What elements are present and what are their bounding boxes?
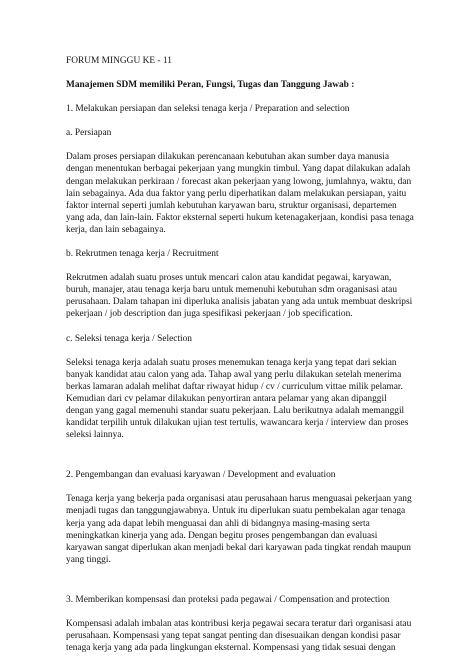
document-subtitle: Manajemen SDM memiliki Peran, Fungsi, Tugas dan Tanggung Jawab :	[66, 80, 355, 91]
section-2-paragraph: Tenaga kerja yang bekerja pada organisasi atau perusahaan harus menguasai pekerjaan yang menjadi tugas dan tanggungjawabnya. Untuk itu diperlukan suatu pembekalan agar tenaga kerja yang ada dapat lebih menguasai dan ahli di bidangnya masing-masing serta meningkatkan kinerja yang ada. Dengan begitu proses pengembangan dan evaluasi karyawan sangat diperlukan akan menjadi bekal dari karyawan pada tingkat rendah maupun yang tinggi.	[66, 494, 412, 565]
section-spacer	[66, 578, 416, 594]
subsection-a-paragraph: Dalam proses persiapan dilakukan perencanaan kebutuhan akan sumber daya manusia dengan menentukan berbagai pekerjaan yang mungkin timbul. Yang dapat dilakukan adalah dengan melakukan perkiraan / forecast akan pekerjaan yang lowong, jumlahnya, waktu, dan lain sebagainya. Ada dua faktor yang perlu diperhatikan dalam melakukan persiapan, yaitu faktor internal seperti jumlah kebutuhan karyawan baru, struktur organisasi, departemen yang ada, dan lain-lain. Faktor eksternal seperti hukum ketenagakerjaan, kondisi pasa tenaga kerja, dan lain sebagainya.	[66, 152, 414, 235]
section-3-paragraph: Kompensasi adalah imbalan atas kontribusi kerja pegawai secara teratur dari organisasi atau perusahaan. Kompensasi yang tepat sangat penting dan disesuaikan dengan kondisi pasar tenaga kerja yang ada pada lingkungan eksternal. Kompensasi yang tidak sesuai dengan	[66, 619, 412, 654]
subsection-b-paragraph: Rekrutmen adalah suatu proses untuk mencari calon atau kandidat pegawai, karyawan, buruh, manajer, atau tenaga kerja baru untuk memenuhi kebutuhan sdm oraganisasi atau perusahaan. Dalam tahapan ini diperluka analisis jabatan yang ada untuk membuat deskripsi pekerjaan / job description dan juga spesifikasi pekerjaan / job specification.	[66, 273, 413, 320]
document-page	[66, 55, 416, 666]
section-1-heading: 1. Melakukan persiapan dan seleksi tenaga kerja / Preparation and selection	[66, 104, 350, 115]
section-2-heading: 2. Pengembangan dan evaluasi karyawan / Development and evaluation	[66, 470, 336, 481]
section-3-heading: 3. Memberikan kompensasi dan proteksi pada pegawai / Compensation and protection	[66, 594, 390, 605]
subsection-c-heading: c. Seleksi tenaga kerja / Selection	[66, 333, 192, 344]
subsection-a-heading: a. Persiapan	[66, 128, 112, 139]
subsection-b-heading: b. Rekrutmen tenaga kerja / Recruitment	[66, 249, 219, 260]
document-title: FORUM MINGGU KE - 11	[66, 56, 172, 66]
subsection-c-paragraph: Seleksi tenaga kerja adalah suatu proses menemukan tenaga kerja yang tepat dari sekian banyak kandidat atau calon yang ada. Tahap awal yang perlu dilakukan setelah menerima berkas lamaran adalah melihat daftar riwayat hidup / cv / curriculum vittae milik pelamar. Kemudian dari cv pelamar dilakukan penyortiran antara pelamar yang akan dipanggil dengan yang gagal memenuhi standar suatu pekerjaan. Lalu berikutnya adalah memanggil kandidat terpilih untuk dilakukan ujian test tertulis, wawancara kerja / interview dan proses seleksi lainnya.	[66, 357, 409, 441]
section-spacer	[66, 453, 416, 469]
